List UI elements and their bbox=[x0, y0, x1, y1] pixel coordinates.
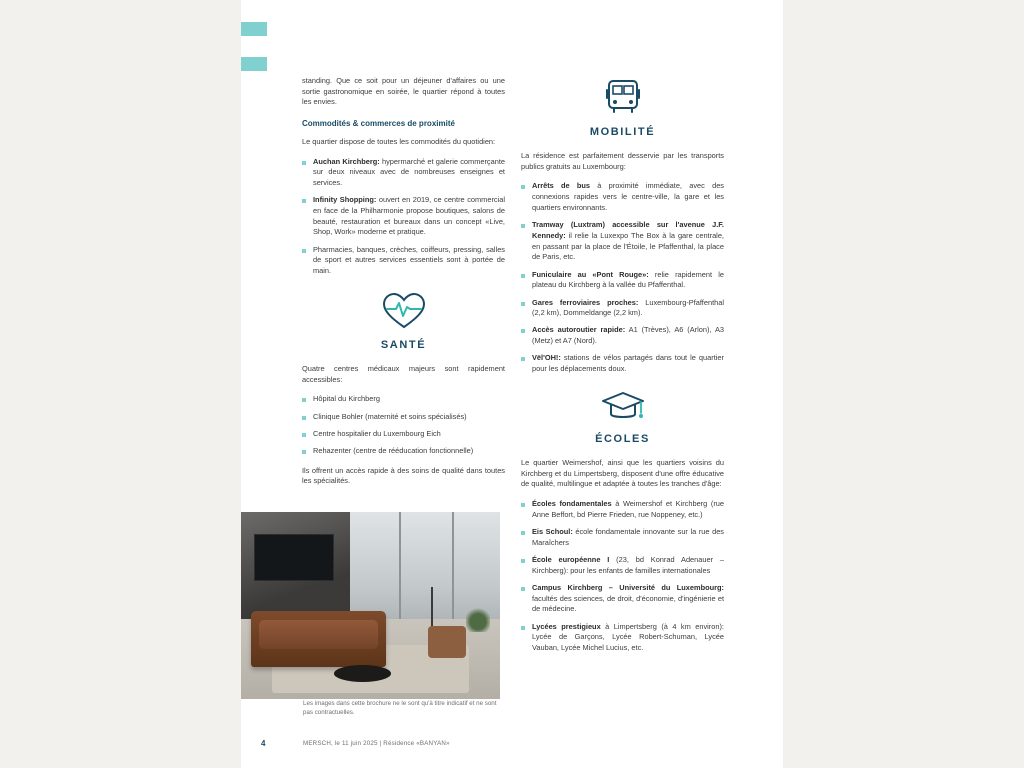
bus-icon bbox=[521, 78, 724, 118]
list-item bbox=[521, 555, 724, 576]
list-item-bold: Gares ferroviaires proches: bbox=[532, 297, 639, 307]
commodities-list bbox=[302, 157, 505, 277]
list-item bbox=[521, 270, 724, 291]
intro-paragraph: standing. Que ce soit pour un déjeuner d'affaires ou une sortie gastronomique en soirée, le quartier répond à toutes les envies. bbox=[302, 76, 505, 107]
list-item-bold: Tramway (Luxtram) accessible sur l'avenue J.F. Kennedy: bbox=[532, 220, 724, 240]
sante-lead: Quatre centres médicaux majeurs sont rapidement accessibles: bbox=[302, 363, 505, 384]
list-item bbox=[521, 181, 724, 213]
decorative-mark-top bbox=[241, 22, 267, 36]
list-item-text: Pharmacies, banques, crèches, coiffeurs, pressing, salles de sport et autres services essentiels sont à portée de main. bbox=[313, 244, 505, 276]
list-item-text: stations de vélos partagés dans tout le quartier pour les déplacements doux. bbox=[532, 353, 724, 374]
ecoles-list bbox=[521, 499, 724, 654]
sante-closing: Ils offrent un accès rapide à des soins de qualité dans toutes les spécialités. bbox=[302, 465, 505, 486]
list-item bbox=[521, 527, 724, 548]
list-item-bold: Lycées prestigieux bbox=[532, 621, 601, 631]
list-item-text: relie rapidement le plateau du Kirchberg à la vallée du Pfaffenthal. bbox=[532, 269, 724, 290]
mobilite-list bbox=[521, 181, 724, 375]
list-item-text: ouvert en 2019, ce centre commercial en face de la Philharmonie propose boutiques, salons de beauté, restauration et bureaux dans un concept «Live, Shop, Work» moderne et pratique. bbox=[313, 195, 506, 237]
list-item bbox=[521, 583, 724, 615]
list-item bbox=[302, 157, 505, 189]
list-item-bold: Campus Kirchberg – Université du Luxembourg: bbox=[532, 582, 724, 592]
photo-floor-lamp bbox=[431, 587, 433, 628]
footer-text: MERSCH, le 11 juin 2025 | Résidence «BANYAN» bbox=[303, 740, 450, 747]
interior-photo bbox=[241, 512, 500, 699]
list-item-bold: Vël'OH!: bbox=[532, 353, 561, 363]
list-item bbox=[521, 298, 724, 319]
list-item-text: à Weimershof et Kirchberg (rue Anne Beffort, bd Pierre Frieden, rue Noppeney, etc.) bbox=[532, 499, 725, 519]
left-column bbox=[302, 76, 505, 496]
list-item-text: école fondamentale innovante sur la rue des Maraîchers bbox=[532, 527, 724, 547]
list-item bbox=[521, 499, 724, 520]
heartbeat-icon bbox=[302, 291, 505, 331]
list-item bbox=[302, 195, 505, 238]
mobilite-section-header bbox=[521, 78, 724, 141]
photo-sofa-back bbox=[259, 620, 378, 648]
list-item-text: facultés des sciences, de droit, d'économie, d'ingénierie et de médecine. bbox=[532, 593, 724, 614]
list-item bbox=[302, 446, 505, 457]
list-item bbox=[521, 622, 724, 654]
list-item-text: hypermarché et galerie commerçante sur deux niveaux avec de nombreuses enseignes et services. bbox=[313, 156, 505, 187]
list-item-text: Centre hospitalier du Luxembourg Eich bbox=[313, 428, 441, 438]
list-item-text: A1 (Trèves), A6 (Arlon), A3 (Metz) et A7 (Nord). bbox=[532, 325, 724, 346]
list-item-text: (23, bd Konrad Adenauer – Kirchberg): pour les enfants de familles internationales bbox=[532, 555, 724, 575]
sante-list bbox=[302, 394, 505, 456]
commodities-heading: Commodités & commerces de proximité bbox=[302, 119, 455, 129]
list-item-bold: Arrêts de bus bbox=[532, 181, 591, 191]
list-item-text: à proximité immédiate, avec des connexions rapides vers le centre-ville, la gare et les quartiers environnants. bbox=[532, 181, 724, 212]
list-item-bold: École européenne I bbox=[532, 555, 610, 564]
image-caption: Les images dans cette brochure ne le sont qu'à titre indicatif et ne sont pas contractuelles. bbox=[303, 700, 497, 716]
ecoles-lead: Le quartier Weimershof, ainsi que les quartiers voisins du Kirchberg et du Limpertsberg, disposent d'une offre éducative de qualité, multilingue et adaptée à toutes les tranches d'âge: bbox=[521, 457, 724, 489]
mobilite-title: MOBILITÉ bbox=[589, 126, 656, 138]
list-item-bold: Infinity Shopping: bbox=[313, 195, 377, 205]
list-item-bold: Auchan Kirchberg: bbox=[313, 156, 380, 166]
list-item-text: il relie la Luxexpo The Box à la gare centrale, en passant par la place de l'Étoile, le Pfaffenthal, la place de Paris, etc. bbox=[532, 230, 724, 262]
list-item bbox=[302, 412, 505, 423]
list-item bbox=[521, 220, 724, 263]
mobilite-lead: La résidence est parfaitement desservie par les transports publics gratuits au Luxembourg: bbox=[521, 150, 724, 171]
list-item-bold: Funiculaire au «Pont Rouge»: bbox=[532, 269, 649, 279]
list-item-bold: Accès autoroutier rapide: bbox=[532, 325, 626, 335]
list-item bbox=[521, 353, 724, 374]
page-number: 4 bbox=[261, 739, 266, 748]
list-item bbox=[521, 325, 724, 346]
sante-title: SANTÉ bbox=[380, 338, 427, 351]
sante-section-header bbox=[302, 291, 505, 354]
photo-canvas bbox=[241, 512, 500, 699]
list-item-text: Rehazenter (centre de rééducation fonctionnelle) bbox=[313, 445, 474, 455]
list-item-text: à Limpertsberg (à 4 km environ): Lycée de Garçons, Lycée Robert-Schuman, Lycée Vauban, Lycée Michel Lucius, etc. bbox=[532, 621, 724, 653]
list-item-bold: Eis Schoul: bbox=[532, 527, 573, 537]
list-item-text: Clinique Bohler (maternité et soins spécialisés) bbox=[313, 411, 467, 421]
photo-plant bbox=[466, 606, 489, 632]
list-item-text: Hôpital du Kirchberg bbox=[313, 394, 380, 404]
list-item bbox=[302, 245, 505, 277]
ecoles-section-header bbox=[521, 389, 724, 448]
commodities-lead: Le quartier dispose de toutes les commodités du quotidien: bbox=[302, 136, 496, 146]
list-item-text: Luxembourg-Pfaffenthal (2,2 km), Dommeldange (2,2 km). bbox=[532, 297, 724, 318]
ecoles-title: ÉCOLES bbox=[595, 432, 650, 445]
right-column bbox=[521, 76, 724, 663]
list-item bbox=[302, 429, 505, 440]
photo-window bbox=[350, 512, 500, 620]
photo-television bbox=[254, 534, 334, 581]
decorative-mark-bottom bbox=[241, 57, 267, 71]
graduation-cap-icon bbox=[521, 389, 724, 425]
list-item-bold: Écoles fondamentales bbox=[532, 499, 612, 509]
photo-armchair bbox=[428, 626, 467, 658]
list-item bbox=[302, 394, 505, 405]
